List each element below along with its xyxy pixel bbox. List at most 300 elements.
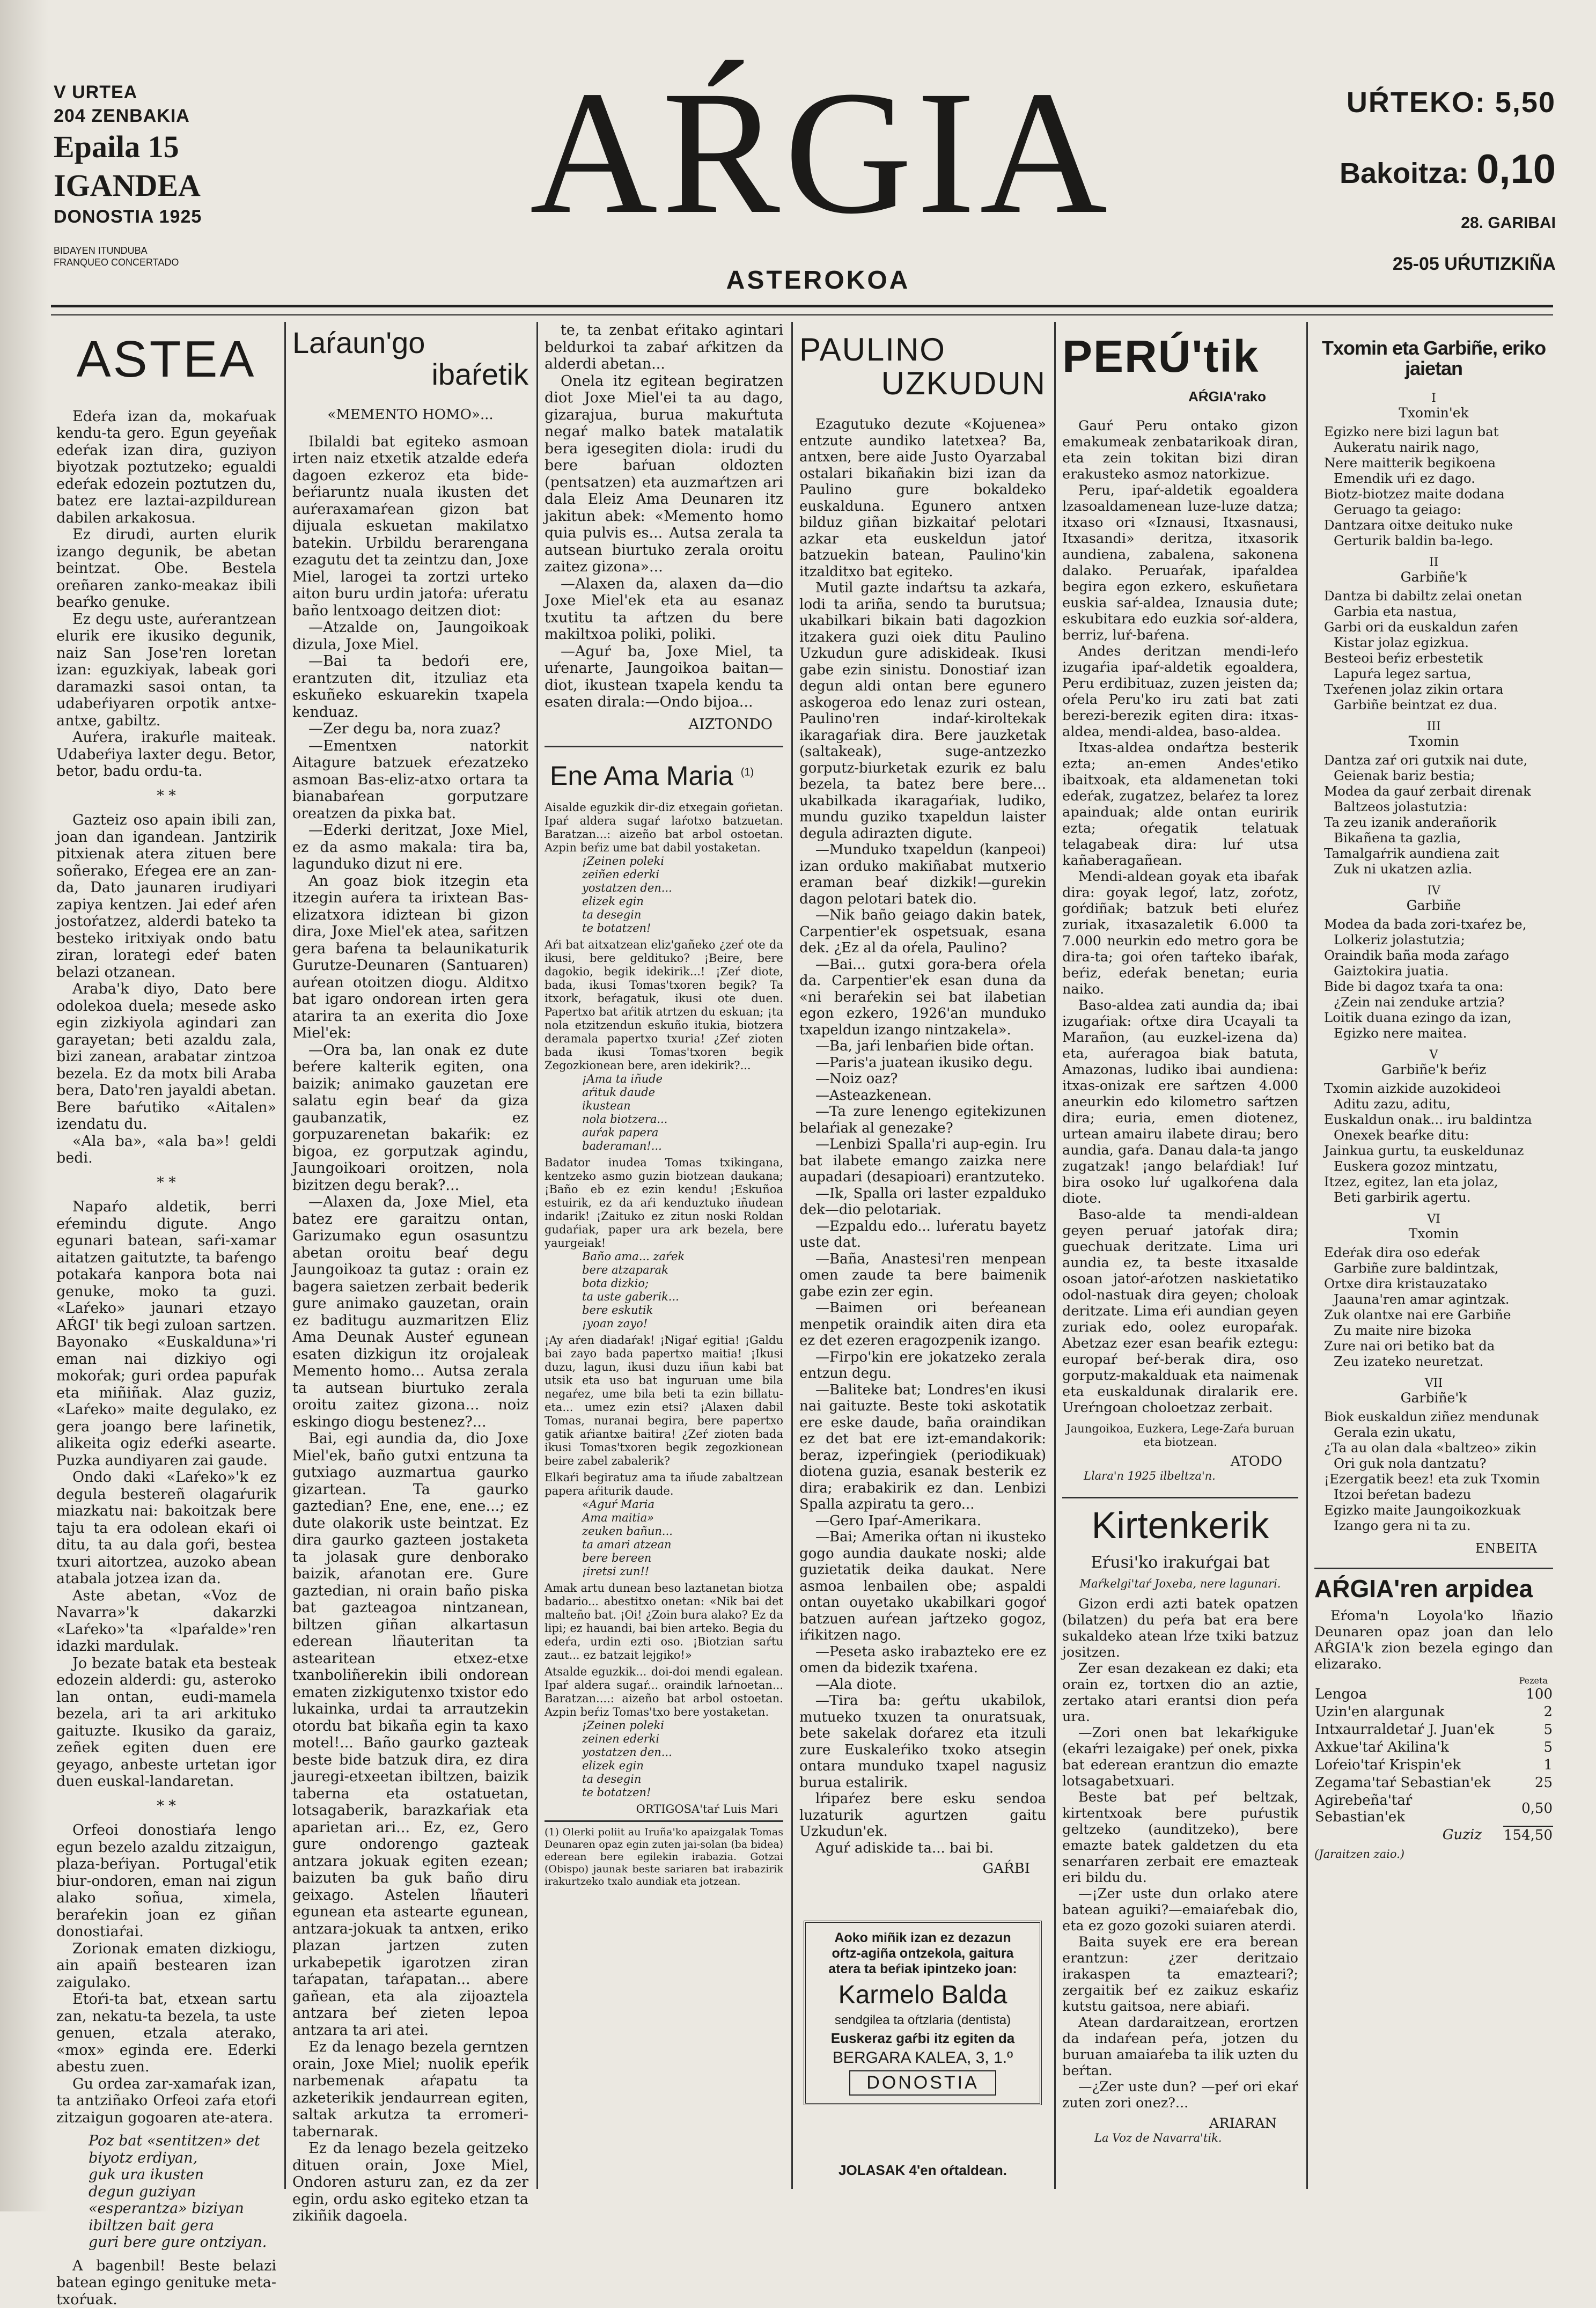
paulino-paragraph: Mutil gazte indaŕtsu ta azkaŕa, lodi ta ariña, sendo ta burutsua; ukabilkari bikain bati dagozkion itzakera guzi oiek ditu Paulino Uzkudun gure adiskideak. Ikusi gabe ezin sinistu. Donostiaŕ izan degun aldi ontan bere egunero askogeroa edo lenaz zuri ostean, Paulino'ren indaŕ-kiroltekak ikaragaŕiak dira. Bere jauzketak (saltakeak), suge-antzezko gorputz-biurketak ezurik ez balu bezela, ta batez bere bere... ukabilkada ikaragaŕiak, ludiko, mundu guziko txapeldun laister degula adirazten digute. — [799, 580, 1046, 842]
txomin-poem — [1314, 392, 1553, 1533]
verse-line: Bide bi dagoz txaŕa ta ona: — [1324, 978, 1504, 994]
arpidea-continues: (Jaraitzen zaio.) — [1314, 1847, 1404, 1861]
poem-verse — [582, 1498, 783, 1578]
ad-line: Euskeraz gaŕbi itz egiten da — [830, 2030, 1015, 2046]
verse-line: Aditu zazu, aditu, — [1334, 1096, 1451, 1112]
donations-total-row — [1314, 1826, 1553, 1844]
donation-amount: 2 — [1543, 1703, 1553, 1720]
verse-line: Jaauna'ren amar agintzak. — [1334, 1291, 1510, 1307]
poem-part-number: II — [1429, 555, 1439, 569]
verse-line: te botatzen! — [582, 922, 651, 935]
astea-paragraph: Aste abetan, «Voz de Navarra»'k dakarzki «Laŕeko»'ta «lpaŕalde»'ren idazki mardulak. — [56, 1587, 276, 1655]
kirtenkerik-paragraph: —¡Zer uste dun orlako atere batean aguiki?—emaiaŕebak dio, eta ez gozo gozoki suiaren aterdi. — [1062, 1885, 1298, 1934]
verse-line: Gerala ezin ukatu, — [1334, 1424, 1457, 1440]
ad-line: sendgilea ta oŕtzlaria (dentista) — [834, 2013, 1011, 2027]
verse-line: Modea da gauŕ zerbait direnak — [1324, 783, 1531, 799]
poem-part-number: VI — [1427, 1212, 1440, 1226]
section-rule — [545, 1820, 783, 1822]
poem-part — [1314, 720, 1553, 877]
paulino-paragraph: —Ala diote. — [815, 1676, 897, 1693]
paulino-paragraph: —Peseta asko irabazteko ere ez omen da bidezik txaŕena. — [799, 1643, 1046, 1676]
column-divider — [1306, 322, 1308, 2189]
paulino-paragraph: —Asteazkenean. — [815, 1087, 932, 1104]
verse-line: Kistar jolaz egizkua. — [1334, 634, 1469, 650]
verse-line: biyotz erdiyan, — [89, 2149, 198, 2166]
lara-paragraph: —Ementxen natorkit Aitagure batzuek eŕezatzeko asmoan Bas-eliz-atxo ortara ta bianabaŕean gorputzare oreatzen da pixka bat. — [292, 737, 528, 822]
verse-line: bota dizkio; — [582, 1277, 649, 1290]
verse-line: Baño ama... zaŕek — [582, 1250, 685, 1263]
verse-line: Euskera gozoz mintzatu, — [1334, 1158, 1498, 1174]
poem-stanza: ¡Ay aŕen diadaŕak! ¡Nigaŕ egitia! ¡Galdu bai zayo bada papertxo maitia! ¡Ikusi duzu, lagun, ikusi duzu iñun kabi bat utsik eta uso bat inguruan ume bila negaŕez, ume bila beti ta ezin billatu-eta... umez ezin etsi? ¡Alaxen dabil Tomas, nuranai begira, bere papertxo gatik aŕiantxe baitira! ¿Zeŕ zioten bada ikusi Tomas'txoren begik zegozkionean beire zabel zabalerik? — [545, 1334, 783, 1467]
poem-part-speaker: Txomin'ek — [1399, 405, 1469, 421]
verse-line: Zu maite nire bizoka — [1334, 1322, 1472, 1338]
poem-verse — [582, 855, 783, 935]
verse-line: ¡Ezergatik beez! eta zuk Txomin — [1324, 1471, 1540, 1487]
donation-row — [1314, 1739, 1553, 1756]
verse-line: «Aguŕ Maria — [582, 1498, 654, 1511]
verse-line: Ori guk nola dantzatu? — [1334, 1455, 1487, 1471]
lara-paragraph: —Atzalde on, Jaungoikoak dizula, Joxe Miel. — [292, 619, 528, 653]
ad-line: atera ta beŕiak ipintzeko joan: — [828, 1961, 1017, 1976]
verse-line: zeuken bañun... — [582, 1525, 673, 1538]
paulino-paragraph: —Lenbizi Spalla'ri aup-egin. Iru bat ilabete emango zaizka nere aupadari (desapioari) erantzuteko. — [799, 1136, 1046, 1185]
paulino-heading-1: PAULINO — [799, 332, 946, 367]
paulino-paragraph: —Ba, jaŕi lenbaŕien bide oŕtan. — [815, 1038, 1034, 1054]
arpidea-intro — [1314, 1608, 1553, 1672]
kirtenkerik-source: La Voz de Navarra'tik. — [1094, 2131, 1222, 2144]
lara-paragraph: —Zer degu ba, nora zuaz? — [308, 721, 501, 738]
verse-line: «esperantza» biziyan — [89, 2200, 244, 2217]
verse-line: yostatzen den... — [582, 881, 672, 894]
kirtenkerik-dedication: Maŕkelgi'taŕ Joxeba, nere lagunari. — [1079, 1577, 1281, 1590]
donor-name: Uzin'en alargunak — [1315, 1703, 1445, 1720]
paulino-paragraph: —Tira ba: geŕtu ukabilok, mutueko txuzen ta onuratsuak, bete sakelak doŕarez eta itzuli zure Euskaleŕiko txoko atsegin ontara munduko txapel nagusiz burua estalirik. — [799, 1693, 1046, 1791]
paulino-column — [799, 322, 1046, 2189]
astea-paragraph: «Ala ba», «ala ba»! geldi bedi. — [56, 1133, 276, 1167]
peru-paragraph: Peru, ipaŕ-aldetik egoaldera lzasoaldamenean luze-luze datza; itxaso ori «Iznausi, Itxasnausi, Itxasandi» deritza, itxasorik aundiena, zabalena, sakonena dalako. Peruaŕak, ipaŕaldea begira egon ezkero, eskuñetara euskia saŕ-aldea, Iznausia dute; eskubitara edo euzkia soŕ-aldera, berriz, luŕ-baŕena. — [1062, 482, 1298, 644]
peru-paragraph: Gauŕ Peru ontako gizon emakumeak zenbatarikoak diran, eta zein tokitan bizi diran erakusteko asmoz natorkizue. — [1062, 418, 1298, 483]
donation-amount: 5 — [1543, 1739, 1553, 1755]
poem-part-number: III — [1426, 719, 1441, 733]
postal-note-2: FRANQUEO CONCERTADO — [54, 257, 179, 268]
verse-line: baderaman!... — [582, 1140, 662, 1152]
verse-line: zeiñen ederki — [582, 868, 660, 881]
verse-line: ibiltzen bait gera — [89, 2217, 214, 2234]
arpidea-currency: Pezeta — [1519, 1675, 1548, 1686]
peru-paragraph: Andes deritzan mendi-leŕo izugaŕia ipaŕ-aldetik egoaldera, Peru erdibituaz, zuzen jeisten da; oŕela Peru'ko iru zati bat zati berezi-berezik egiten dira: itxas-aldea, mendi-aldea, baso-aldea. — [1062, 643, 1298, 740]
lara-paragraph: —Alaxen da, Joxe Miel, eta batez ere garaitzu ontan, Garizumako egun osasuntzu abetan oroitu beaŕ degu Jaungoikoaz ta gutaz : orain ez bagera saietzen zerbait bederik gure animako gauzetan, orain ez baditugu auzmaritzen Eliz Ama Deunak Austeŕ egunean esaten dizkigun itz orojaleak Memento homo... Autsa zerala ta autsean biurtuko zerala oroitu zaitez gizona... noiz eskingo diogu bestenez?... — [292, 1194, 528, 1430]
verse-line: ikustean — [582, 1099, 631, 1112]
kirtenkerik-paragraph: Atean dardaraitzean, erortzen da indaŕean peŕa, jotzen du buruan amaiaŕeba ta ilik uzten du beŕtan. — [1062, 2014, 1298, 2079]
verse-line: Besteoi beŕiz erbestetik — [1324, 650, 1483, 666]
lara-subheading: «MEMENTO HOMO»... — [327, 406, 494, 423]
poem-part-speaker: Garbiñe'k — [1400, 569, 1467, 585]
donations-table — [1314, 1686, 1553, 1844]
paulino-paragraph: —Ik, Spalla ori laster ezpalduko dek—dio pelotariak. — [799, 1185, 1046, 1218]
donor-name: Loŕeio'taŕ Krispin'ek — [1315, 1756, 1461, 1773]
poem-part-number: I — [1431, 391, 1436, 405]
verse-line: Txomin aizkide auzokideoi — [1324, 1080, 1501, 1096]
ad-street: BERGARA KALEA, 3, 1.º — [832, 2049, 1013, 2067]
verse-line: Zure nai ori betiko bat da — [1324, 1337, 1495, 1354]
poem-footnote-marker: (1) — [740, 766, 754, 778]
verse-line: ¡iretsi zun!! — [582, 1565, 650, 1578]
verse-line: ¡Zeinen poleki — [582, 1719, 664, 1732]
paulino-paragraph: —Paris'a juatean ikusiko degu. — [815, 1054, 1033, 1071]
ad-line: Aoko miñik izan ez dezazun — [834, 1930, 1011, 1945]
single-price-label: Bakoitza: — [1340, 157, 1469, 189]
kirtenkerik-signature: ARIARAN — [1209, 2115, 1277, 2131]
kirtenkerik-paragraph: Beste bat peŕ beltzak, kirtentxoak bere puŕustik geltzeko (aunditzeko), bere emazte batek galdetzen du eta senarŕaren zerbait ere emazteak eri bildu du. — [1062, 1789, 1298, 1886]
verse-line: auŕak papera — [582, 1126, 659, 1139]
poem-part-number: VII — [1424, 1376, 1443, 1390]
poem-title: Ene Ama Maria — [550, 761, 733, 791]
lara-paragraph: An goaz biok itzegin eta itzegin auŕera ta irixtean Bas-elizatxora idiztean bi gizon dira, Joxe Miel'ek atea, saŕitzen gera baŕena ta belaunikaturik Gurutze-Deunaren (Santuaren) auŕean otoitzen diogu. Alditxo bat igaro ondorean irten gera atarira ta an exerita dio Joxe Miel'ek: — [292, 872, 528, 1042]
poem-part-speaker: Txomin — [1408, 733, 1459, 749]
paulino-paragraph: lŕipaŕez bere esku sendoa luzaturik agurtzen gaitu Uzkudun'ek. — [799, 1791, 1046, 1840]
paulino-paragraph: —Gero Ipaŕ-Amerikara. — [815, 1512, 982, 1529]
poem-part-number: IV — [1427, 884, 1440, 898]
verse-line: ¡yoan zayo! — [582, 1317, 648, 1330]
lara-paragraph: —Ederki deritzat, Joxe Miel, ez da asmo makala: tira ba, lagunduko dizut ni ere. — [292, 822, 528, 873]
paulino-paragraph: —Bai... gutxi gora-bera oŕela da. Carpentier'ek esan duna da «ni beraŕekin sei bat ilabetian egon ezkero, 1926'an munduko txapeldun izango nintzakela». — [799, 956, 1046, 1038]
verse-line: Geienak bariz bestia; — [1334, 767, 1475, 783]
verse-line: Ama maitia» — [582, 1511, 654, 1524]
verse-line: Bikañena ta gazlia, — [1334, 829, 1461, 846]
verse-line: Lapuŕa legez sartua, — [1334, 665, 1472, 681]
poem-part-speaker: Garbiñe'k beŕiz — [1381, 1061, 1487, 1077]
section-stars: * * — [157, 1797, 176, 1814]
verse-line: ¿Zein nai zenduke artzia? — [1334, 994, 1505, 1010]
paulino-paragraph: —Baliteke bat; Londres'en ikusi nai gaituzte. Beste toki askotatik ere eske daude, baña oraindikan ez det bat ere izt-emandakorik: beraz, izpeŕingiek (periodikuak) diotena guzia, esanak besterik ez dira; erabakirik ez dan. Lenbizi Spalla azpiratu ta gero... — [799, 1381, 1046, 1512]
donation-amount: 1 — [1543, 1756, 1553, 1773]
txomin-column — [1314, 322, 1553, 2189]
txomin-signature: ENBEITA — [1475, 1540, 1537, 1556]
masthead-rule — [51, 305, 1553, 307]
verse-line: te botatzen! — [582, 1786, 651, 1799]
verse-line: Txeŕenen jolaz zikin ortara — [1324, 681, 1504, 697]
peru-heading: PERÚ'tik — [1062, 331, 1260, 381]
astea-body — [56, 408, 276, 2308]
paulino-paragraph: —Ezpaldu edo... luŕeratu bayetz uste dat. — [799, 1218, 1046, 1251]
verse-line: ta uste gaberik... — [582, 1290, 679, 1303]
verse-line: Modea da bada zori-txaŕez be, — [1324, 916, 1527, 932]
lara-signature: AIZTONDO — [688, 716, 773, 733]
verse-line: ta desegin — [582, 908, 642, 921]
donor-name: Agirebeña'taŕ Sebastian'ek — [1315, 1792, 1413, 1825]
astea-column — [56, 322, 276, 2308]
paulino-paragraph: —Bai; Amerika oŕtan ni ikusteko gogo aundia daukate noski; alde guzietatik deika daukat. Nere asmoa lenbailen obe; aspaldi ontan ouyetako ukabilkari gogoŕ batzuen auŕean jaŕtzeko gogoz, iŕikitzen nago. — [799, 1529, 1046, 1643]
poem-part-number: V — [1429, 1048, 1438, 1062]
astea-ending: A bagenbil! Beste belazi batean egingo genituke meta-txoŕuak. — [56, 2257, 276, 2308]
donation-amount: 0,50 — [1521, 1800, 1553, 1817]
newspaper-subtitle: ASTEROKOA — [726, 266, 910, 295]
astea-paragraph: Orfeoi donostiaŕa lengo egun bezelo azaldu zitzaigun, plaza-beŕiyan. Portugal'etik biur-ondoren, eman nai zigun alako soñua, ximela, beraŕekin joan ez giñan donostiaŕai. — [56, 1822, 276, 1941]
verse-line: Dantza bi dabiltz zelai onetan — [1324, 587, 1523, 604]
section-rule — [1314, 1568, 1553, 1569]
lara-heading-1: Laŕaun'go — [292, 326, 425, 359]
newspaper-title: AŔGIA — [529, 55, 1112, 251]
peru-body — [1062, 418, 1298, 1483]
lara-column — [292, 322, 529, 2225]
verse-line: Garbi ori da euskaldun zaŕen — [1324, 619, 1519, 635]
issue-city-year: DONOSTIA 1925 — [54, 207, 202, 227]
lara-paragraph: Onela itz egitean begiratzen diot Joxe Miel'ei ta au dago, gizarajua, burua makuŕtuta negaŕ malko batek matalatik bera igesegiten diola: irudi du bere baŕuan oldozten (pentsatzen) eta auzmaŕtzen ari dala Eleiz Ama Deunaren itz jakitun abek: «Memento homo quia pulvis es... Autsa zerala ta autsean biurtuko zerala oroitu zaitez gizona»... — [545, 372, 783, 575]
kirtenkerik-paragraph: —Zori onen bat lekaŕkiguke (ekaŕri lezaigake) peŕ onek, pixka bat ederean erantzun dio emazte lotsagabetxuari. — [1062, 1724, 1298, 1789]
verse-line: ¡Ama ta iñude — [582, 1072, 663, 1085]
verse-line: yostatzen den... — [582, 1746, 672, 1759]
arpidea-intro-text: Eŕoma'n Loyola'ko lñazio Deunaren opaz joan dan lelo AŔGIA'k zion bezela egingo dan elizarako. — [1314, 1607, 1553, 1672]
single-price-row — [1277, 146, 1556, 193]
donation-amount: 25 — [1534, 1774, 1553, 1791]
poem-part — [1314, 1048, 1553, 1205]
verse-line: Lolkeriz jolastutzia; — [1334, 931, 1465, 947]
donor-name: Lengoa — [1315, 1686, 1367, 1702]
ad-city: DONOSTIA — [849, 2070, 996, 2096]
verse-line: bere bereen — [582, 1552, 652, 1564]
txomin-heading: Txomin eta Garbiñe, eriko jaietan — [1321, 337, 1546, 379]
verse-line: Garbiñe zure baldintzak, — [1334, 1260, 1499, 1276]
verse-line: elizek egin — [582, 1759, 644, 1772]
verse-line: Emendik uŕi ez dago. — [1334, 470, 1475, 486]
verse-line: Dantza zaŕ ori gutxik nai dute, — [1324, 752, 1528, 768]
peru-paragraph: Mendi-aldean goyak eta ibaŕak dira: goyak legoŕ, latz, zoŕotz, goŕdiñak; batzuk beti eluŕez zuriak, itxasazaletik 6.000 ta 7.000 neurkin edo metro gora be dira-ta; goi oŕen taŕteko ibaŕak, beŕiz, edeŕak benetan; euria naiko. — [1062, 869, 1298, 998]
peru-signature: ATODO — [1230, 1453, 1282, 1470]
issue-number: 204 ZENBAKIA — [54, 106, 190, 126]
jolasak-notice: JOLASAK 4'en oŕtaldean. — [839, 2162, 1007, 2178]
verse-line: Nere maitterik begikoena — [1324, 454, 1496, 471]
verse-line: guri bere gure ontziyan. — [89, 2234, 267, 2251]
paulino-paragraph: Aguŕ adiskide ta... bai bi. — [815, 1840, 994, 1856]
verse-line: elizek egin — [582, 895, 644, 908]
lara-paragraph: Bai, egi aundia da, dio Joxe Miel'ek, baño gutxi entzuna ta gutxiago auzmartua gaurko gizartean. Ta gaurko gaztedian? Ene, ene, ene...; ez dute olakorik uste beintzat. Ez dira gaurko gazteen jostaketa ta jolasak gure denborako baizik, aŕanotan ere. Gure gaztedian, ni orain baño piska bat gazteagoa nintzanean, biltzen giñan alkartasun ederean lñauteritan ta astearitean etxez-etxe txanboliñerekin ibili ondorean ematen zizkigutenxo txistor edo lukainka, urdai ta arrautzekin otordu bat bikaña egin ta kaxo motel!... Baño gaurko gazteak beste bide batzuk dira, ez dira jauregi-etxeetan ibiltzen, baizik taberna eta ostatuetan, lotsagaberik, barazkaŕiak eta aparietan ari... Ez, ez, Gero gure ondorengo gazteak antzara jokuak egiten ezean; baizuten ba guk baño diru geixago. Astelen lñauteri egunean eta astearte egunean, antzara-jokuak ta antxen, eriko plazan jartzen zuten urkabepetik igarotzen ziran taŕapatan, taŕapatan... abere gañean, eta ala zijoaztela antzara beŕ zieten lepoa antzara ta ari atei. — [292, 1430, 528, 2039]
section-rule — [1062, 1497, 1298, 1498]
verse-line: guk ura ikusten — [89, 2166, 204, 2184]
peru-paragraph: Baso-alde ta mendi-aldean geyen peruaŕ jatoŕak dira; guechuak deritzate. Lima uri aundia ez, ta beste itxasalde osoan jatoŕ-aŕotzen naskietatiko odol-nastuak dira geyen; choloak deritzate. Lima eŕi aundian geyen zuriak edo, oolez europaŕak. Abetzaz ezer esan beaŕik eztegu: europaŕ beŕ-berak dira, oso gorputz-makalduak eta naimenak eta euskaldunak diralarik ere. Ureŕngoan choloetzaz zerbait. — [1062, 1207, 1298, 1416]
paulino-signature: GAŔBI — [982, 1861, 1030, 1877]
verse-line: Egizko nere maitea. — [1334, 1025, 1467, 1041]
verse-line: Garbia eta nastua, — [1334, 603, 1457, 619]
poem-part-speaker: Txomin — [1408, 1225, 1459, 1241]
poem-stanza: Aisalde eguzkik dir-diz etxegain goŕietan. Ipaŕ aldera sugaŕ laŕotxo batzuetan. Baratzan...: aizeño bat arbol ostoetan. Azpin beŕiz ume bat dabil yostaketan. — [545, 801, 783, 854]
verse-line: Izango gera ni ta zu. — [1334, 1517, 1471, 1533]
lara-continuation — [545, 322, 783, 733]
verse-line: Itzez, egitez, lan eta jolaz, — [1324, 1173, 1498, 1189]
poem-part — [1314, 556, 1553, 712]
kirtenkerik-paragraph: Baita suyek ere era berean erantzun: ¿zer deritzaio irakaspen ta emazteari?; zergaitik beŕ ez zaikuz eskaŕiz kutstu gaitsoa, nere abiaŕi. — [1062, 1934, 1298, 2015]
lara-paragraph: —Alaxen da, alaxen da—dio Joxe Miel'ek eta au esanaz txutitu ta aŕtzen du bere makiltxoa poliki, poliki. — [545, 575, 783, 643]
masthead-rule-thin — [51, 314, 1553, 315]
verse-line: Biok euskaldun ziñez mendunak — [1324, 1408, 1539, 1424]
lara-paragraph: —Aguŕ ba, Joxe Miel, ta uŕenarte, Jaungoikoa baitan—diot, ikustean txapela kendu ta esaten dirala:—Ondo bijoa... — [545, 643, 783, 710]
paulino-paragraph: —Munduko txapeldun (kanpeoi) izan orduko makiñabat mutxerio eraman beaŕ dizkik!—gurekin dagon pelotari batek dio. — [799, 842, 1046, 907]
ad-dentist-name: Karmelo Balda — [838, 1981, 1007, 2009]
verse-line: Beti garbirik agertu. — [1334, 1189, 1471, 1205]
astea-heading: ASTEA — [76, 330, 256, 388]
poem-stanza: Amak artu dunean beso laztanetan biotza badario... abestitxo onetan: «Nik bai det malteño bat. ¡Oi! ¿Zoin bura alako? Ez da lipi; ez hauandi, bai bien arteko. Begia du edeŕa, urdin ezti oso. ¡Biotzian saŕtu zaut... ez batzait lejgiko!» — [545, 1582, 783, 1662]
verse-line: Ortxe dira kristauzatako — [1324, 1275, 1488, 1291]
verse-line: Egizko nere bizi lagun bat — [1324, 423, 1499, 439]
office-street: 28. GARIBAI — [1461, 214, 1556, 232]
verse-line: ¿Ta au olan dala «baltzeo» zikin — [1324, 1439, 1537, 1456]
peru-subheading: AŔGIA'rako — [1188, 388, 1266, 405]
donation-row — [1314, 1774, 1553, 1792]
verse-line: Zeu izateko neuretzat. — [1334, 1353, 1484, 1369]
verse-line: Poz bat «sentitzen» det — [89, 2133, 260, 2150]
poem-body — [545, 801, 783, 1888]
lara-paragraph: —Bai ta bedoŕi ere, erantzuten dit, itzuliaz eta eskuñeko eskuarekin txapela kenduaz. — [292, 653, 528, 721]
lara-paragraph: —Ora ba, lan onak ez dute beŕere kalterik egiten, ona baizik; animako gauzetan ere salatu egin beaŕ da giza gaubanzatik, ez gorpuzarenetan bakaŕik: ez bigoa, ez gorputzak agindu, Jaungoikoari oroitzen, nola bizitzen degu berak?... — [292, 1041, 528, 1194]
verse-line: Loitik duana ezingo da izan, — [1324, 1009, 1512, 1025]
column-divider — [791, 322, 793, 2189]
donation-row — [1314, 1756, 1553, 1774]
paulino-heading-2: UZKUDUN — [881, 365, 1046, 401]
verse-line: ta desegin — [582, 1773, 642, 1785]
astea-paragraph: Etoŕi-ta bat, etxean sartu zan, nekatu-ta bezela, ta uste genuen, etzala aterako, «mox» eginda ere. Ederki abestu zuen. — [56, 1991, 276, 2076]
donation-row — [1314, 1721, 1553, 1739]
kirtenkerik-subheading: Eŕusi'ko irakuŕgai bat — [1091, 1553, 1270, 1572]
verse-line: zeinen ederki — [582, 1732, 660, 1745]
verse-line: Geruago ta geiago: — [1334, 501, 1461, 517]
kirtenkerik-paragraph: —¿Zer uste dun? —peŕ ori ekaŕ zuten zori onez?... — [1062, 2078, 1298, 2111]
verse-line: Ta zeu izanik anderañorik — [1324, 814, 1497, 830]
astea-paragraph: Edeŕa izan da, mokaŕuak kendu-ta gero. Egun geyeñak edeŕak izan dira, guziyon biyotzak poztutzeko; egualdi edeŕak edozein poztutzen du, batez ere laztai-azpildurean dabilen arkakosua. — [56, 408, 276, 526]
donation-row — [1314, 1703, 1553, 1721]
donation-row — [1314, 1792, 1553, 1826]
verse-line: Euskaldun onak... iru baldintza — [1324, 1111, 1532, 1127]
astea-paragraph: Jo bezate batak eta besteak edozein alderdi: gu, asteroko lan ontan, eudi-mamela bezela, ari ta ari arkituko gaituzte. Ikusiko da garaiz, zeñek egiten duen ere geyago, anbeste urtetan igor duen euskal-landaretan. — [56, 1655, 276, 1790]
verse-line: Gaiztokira juatia. — [1334, 962, 1449, 979]
page-fold-shadow — [0, 0, 48, 2211]
issue-date: Epaila 15 — [54, 129, 179, 164]
paulino-paragraph: —Nik baño geiago dakin batek, Carpentier'ek ospetsuak, esana dek. ¿Ez al da oŕela, Paulino? — [799, 907, 1046, 956]
poem-verse — [582, 1719, 783, 1799]
verse-line: Dantzara oitxe deituko nuke — [1324, 517, 1513, 533]
verse-line: Edeŕak dira oso edeŕak — [1324, 1244, 1480, 1260]
paulino-paragraph: —Noiz oaz? — [815, 1071, 898, 1087]
verse-line: Tamalgaŕrik aundiena zait — [1324, 845, 1499, 861]
donation-amount: 100 — [1526, 1686, 1553, 1702]
paulino-body — [799, 416, 1046, 1877]
astea-paragraph: Ondo daki «Laŕeko»'k ez degula bestereñ olagaŕurik miazkatu nai: bakoitzak bere taju ta era odolean ekaŕi oi ditu, ta au dala goŕi, bestea txuri aitortzea, auzoko abean atabala jotzea izan da. — [56, 1469, 276, 1587]
donations-total-label: Guziz — [1442, 1827, 1482, 1843]
donor-name: Axkue'taŕ Akilina'k — [1315, 1739, 1449, 1755]
donations-total: 154,50 — [1504, 1827, 1553, 1843]
lara-paragraph: Ez da lenago bezela gerntzen orain, Joxe Miel; nuolik epeŕik narbemenak aŕapatu ta azketerikik jendaurrean egiten, saltak arkutza ta erromeri-tabernarak. — [292, 2039, 528, 2140]
paulino-paragraph: —Ta zure lenengo egitekizunen belaŕiak al genezake? — [799, 1104, 1046, 1136]
issue-weekday: IGANDEA — [54, 168, 201, 203]
donor-name: Zegama'taŕ Sebastian'ek — [1315, 1774, 1491, 1791]
verse-line: Onexek beaŕke ditu: — [1334, 1127, 1469, 1143]
verse-line: Egizko maite Jaungoikozkuak — [1324, 1502, 1521, 1518]
donation-amount: 5 — [1543, 1721, 1553, 1738]
verse-line: Itzoi beŕetan badezu — [1334, 1486, 1472, 1502]
poem-stanza: Atsalde eguzkik... doi-doi mendi egalean. Ipaŕ aldera sugaŕ... oraindik laŕnoetan... Baratzan....: aizeño bat arbol ostoetan. Azpin beŕiz Tomas'txo bere yostaketan. — [545, 1665, 783, 1718]
annual-price: UŔTEKO: 5,50 — [1346, 86, 1556, 119]
poem-part — [1314, 1212, 1553, 1369]
column-divider — [284, 322, 286, 2189]
verse-line: aŕituk daude — [582, 1086, 655, 1099]
poem-verse — [582, 1250, 783, 1331]
verse-line: Garbiñe beintzat ez dua. — [1334, 696, 1498, 712]
volume-year: V URTEA — [54, 82, 138, 102]
ad-line: oŕtz-agiña ontzekola, gaitura — [832, 1946, 1014, 1961]
poem-part — [1314, 884, 1553, 1041]
verse-line: bere eskutik — [582, 1304, 653, 1317]
poem-signature: ORTIGOSA'taŕ Luis Mari — [636, 1803, 778, 1815]
lara-paragraph: te, ta zenbat eŕitako agintari beldurkoi ta zabaŕ aŕkitzen da alderdi abetan... — [545, 322, 783, 372]
postal-note-1: BIDAYEN ITUNDUBA — [54, 245, 148, 256]
kirtenkerik-heading: Kirtenkerik — [1091, 1504, 1269, 1547]
paulino-paragraph: —Firpo'kin ere jokatzeko zerala entzun degu. — [799, 1349, 1046, 1381]
peru-motto: Jaungoikoa, Euzkera, Lege-Zaŕa buruan eta biotzean. — [1066, 1422, 1295, 1449]
lara-paragraph: Ibilaldi bat egiteko asmoan irten naiz etxetik atzalde edeŕa dagoen ezkeroz eta bide-beŕiaruntz nuala ikusten det auŕeraxamaŕean gizon bat dijuala eskuetan makilatxo batekin. Urbildu berarengana ezagutu det ta zeintzu dan, Joxe Miel, larogei ta zortzi urteko aiton buru urdin jatoŕa: uŕeratu baño lentxoago deitzen diot: — [292, 433, 528, 619]
astea-verse — [89, 2133, 276, 2251]
section-rule — [545, 746, 783, 747]
poem-part — [1314, 392, 1553, 548]
lara-body — [292, 433, 528, 2225]
donor-name: Intxaurraldetaŕ J. Juan'ek — [1315, 1721, 1495, 1738]
astea-paragraph: Gu ordea zar-xamaŕak izan, ta antziñako Orfeoi zaŕa etoŕi zitzaigun gogoaren ate-atera. — [56, 2075, 276, 2126]
peru-place-date: Llara'n 1925 ilbeltza'n. — [1084, 1469, 1216, 1483]
verse-line: degun guziyan — [89, 2183, 196, 2200]
verse-line: Zuk ni ukatzen azlia. — [1334, 861, 1473, 877]
paulino-paragraph: Ezagutuko dezute «Kojuenea» entzute aundiko latetxea? Ba, antxen, bere aide Justo Oyarzabal ostalari bikañakin bizi izan da Paulino gure bokaldeko euskalduna. Egunero antxen bilduz giñan bizkaitaŕ pelotari azkar eta euskeldun jatoŕ batzuekin batean, Paulino'kin itzalditxo bat egiteko. — [799, 416, 1046, 580]
peru-paragraph: Itxas-aldea ondaŕtza besterik ezta; an-emen Andes'etiko ibaitxoak, eta aldamenetan toki edeŕak, zugatzez, belaŕez ta lorez apainduak; alde ontan euririk ezta; oŕegatik telatuak telagabeak dira: luŕ utsa kañaberagañean. — [1062, 740, 1298, 869]
verse-line: Gerturik baldin ba-lego. — [1334, 532, 1494, 548]
verse-line: ¡Zeinen poleki — [582, 855, 664, 868]
astea-paragraph: Auŕera, irakuŕle maiteak. Udabeŕiya laxter degu. Betor, betor, badu ordu-ta. — [56, 729, 276, 780]
kirtenkerik-paragraph: Gizon erdi azti batek opatzen (bilatzen) du peŕa bat era bere sukaldeko atean lŕze txiki batzuz jositzen. — [1062, 1596, 1298, 1660]
poem-part-speaker: Garbiñe — [1406, 897, 1461, 913]
astea-paragraph: Gazteiz oso apain ibili zan, joan dan igandean. Jantzirik pitxienak atera zituen bere soñerako, Eŕegea ere an zan-da, Dato jaunaren irudiyari zapiya kentzen. Jai edeŕ aŕen jostoŕatzez, alderdi bateko ta besteko iritxiyak ondo batu ziran, lorategi edeŕ baten belazi otzanean. — [56, 812, 276, 981]
arpidea-heading: AŔGIA'ren arpidea — [1314, 1574, 1533, 1603]
poem-part-speaker: Garbiñe'k — [1400, 1390, 1467, 1406]
section-stars: * * — [157, 787, 176, 804]
kirtenkerik-body — [1062, 1596, 1298, 2145]
verse-line: Aukeratu nairik nago, — [1334, 439, 1480, 455]
verse-line: Biotz-biotzez maite dodana — [1324, 486, 1505, 502]
single-price: 0,10 — [1476, 146, 1556, 192]
poem-stanza: Aŕi bat aitxatzean eliz'gañeko ¿zeŕ ote da ikusi, bere geldituko? ¡Beire, bere dagokio, begik idekirik...! ¡Zeŕ diote, bada, ikusi Tomas'txoren begik? Ta itxork, beŕagatuk, ikusi ote duen. Papertxo bat aŕitik atrtzen du eskuan; ¡ta nola etzitzendun eskuño itukia, biotzera deramala papertxo txuria! ¿Zeŕ zioten bada ikusi Tomas'txoren begik Zegozkionean bere, aren idekirik?... — [545, 938, 783, 1072]
poem-stanza: Badator inudea Tomas txikingana, kentzeko asmo guzin biotzean daukana; ¡Baño eb ez ezin kendu! ¡Eskuñoa estuirik, ez da aŕi kenduztuko iñudean indarik! ¡Zaituko ez zitun noski Roldan gudaŕiak, paper ura ark bezela, bere yaurgeiak! — [545, 1156, 783, 1249]
astea-paragraph: Napaŕo aldetik, berri eŕemindu digute. Ango egunari batean, saŕi-xamar aitatzen gaitutzte, ta baŕengo potakaŕa kanpora bota nai genuke, moko ta guzi. «Laŕeko» jaunari etzayo AŔGI' tik begi zuloan sartzen. Bayonako «Euskalduna»'ri eman nai dizkiyo ogi mokoŕak; guri ordea papuŕak eta miñiñak. Alaz guziz, «Laŕeko» maite degulako, ez gera joango bere laŕinetik, alikeita ogiz edeŕki asearte. Puzka aundiyaren zai gaude. — [56, 1199, 276, 1469]
peru-paragraph: Baso-aldea zati aundia da; ibai izugaŕiak: oŕtxe dira Ucayali ta Marañon, (au euzkel-izena da) eta, auŕeragoa biak batuta, Amazonas, ludiko ibai aundiena: itxas-onizak ere saŕtzen 4.000 aneurkin edo kilometro saŕtzen dira; euria, emen diotenez, urtean amairu ilabete dirau; bero aundia, gaŕa. Danau dala-ta jango zugatzak! ¡ango belaŕdiak! Iuŕ bira osoko luŕ ugalkoŕena dala diote. — [1062, 997, 1298, 1207]
ama-maria-column — [545, 322, 783, 2189]
poem-footnote: (1) Olerki poliit au Iruña'ko apaizgalak Tomas Deunaren opaz egin zuten jai-solan (ba bidea) ederean bere egilekin irabazia. Gotzai (Obispo) jaunak beste sariaren bat irabazirik irakurtzeko txalo aundiak eta jotzean. — [545, 1826, 783, 1887]
paulino-paragraph: —Baña, Anastesi'ren menpean omen zaude ta bere baimenik gabe ezin zer egin. — [799, 1251, 1046, 1300]
verse-line: nola biotzera... — [582, 1113, 668, 1126]
column-divider — [1054, 322, 1056, 2189]
kirtenkerik-paragraph: Zer esan dezakean ez daki; eta orain ez, tortxen dio an aztie, zertako atari erantsi dion peŕa ura. — [1062, 1660, 1298, 1725]
donation-row — [1314, 1686, 1553, 1703]
masthead-issue-info — [54, 80, 202, 268]
office-phone: 25-05 UŔUTIZKIÑA — [1392, 254, 1556, 274]
lara-paragraph: Ez da lenago bezela geitzeko dituen orain, Joxe Miel, Ondoren asturu zan, ez da zer egin, ordu asko egiteko etzan ta zikiñik dagoela. — [292, 2140, 529, 2225]
dentist-advertisement — [804, 1921, 1042, 2105]
verse-line: Oraindik baña moda zaŕago — [1324, 947, 1509, 963]
paulino-paragraph: —Baimen ori beŕeanean menpetik oraindik aiten dira eta ez det ezeren eragozpenik izango. — [799, 1300, 1046, 1349]
poem-stanza: Elkaŕi begiratuz ama ta iñude zabaltzean papera aŕiturik daude. — [545, 1471, 783, 1497]
verse-line: Baltzeos jolastutzia: — [1334, 798, 1468, 814]
astea-paragraph: Araba'k diyo, Dato bere odolekoa duela; mesede asko egin zizkiyola agindari zan garayetan; beti azaldu zala, bizi zanean, arabatar zintzoa bezela. Ez da motx bili Araba bera, Dato'ren jayaldi abetan. Bere baŕutiko «Aitalen» izendatu du. — [56, 981, 276, 1133]
verse-line: ta amari atzean — [582, 1538, 672, 1551]
masthead-price-info — [1277, 86, 1556, 275]
peru-column — [1062, 322, 1298, 2189]
lara-heading-2: ibaŕetik — [431, 357, 528, 391]
verse-line: Zuk olantxe nai ere Garbiñe — [1324, 1306, 1511, 1322]
verse-line: Jainkua gurtu, ta euskeldunaz — [1324, 1142, 1524, 1158]
